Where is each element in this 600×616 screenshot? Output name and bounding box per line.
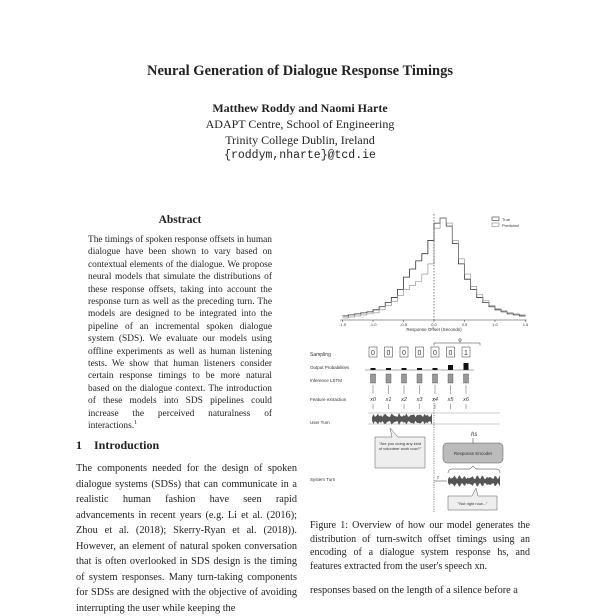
feature-label: x6 xyxy=(463,397,469,403)
sample-value: 1 xyxy=(464,350,468,357)
authors: Matthew Roddy and Naomi Harte xyxy=(212,101,388,115)
lstm-cell xyxy=(386,374,391,383)
x-tick-label: -1.5 xyxy=(339,322,346,327)
label-sampling: Sampling xyxy=(310,352,331,358)
footnote-mark: 1 xyxy=(134,419,138,426)
sample-value: 0 xyxy=(448,350,453,357)
phi-bracket xyxy=(434,343,480,346)
model-diagram xyxy=(310,338,503,513)
feature-label: x1 xyxy=(385,397,392,403)
hs-symbol: hs xyxy=(471,432,478,438)
paper-title: Neural Generation of Dialogue Response Timings xyxy=(147,63,453,79)
sample-value: 0 xyxy=(402,350,406,357)
user-quote: "Are you doing any kind of volunteer work now?" xyxy=(378,441,422,451)
system-waveform xyxy=(448,475,500,487)
time-steps xyxy=(365,347,474,409)
feature-label: x5 xyxy=(447,397,454,403)
legend-true: True xyxy=(502,217,511,222)
label-inference-lstm: Inference LSTM xyxy=(310,378,343,383)
label-output-probabilities: Output Probabilities xyxy=(310,365,350,370)
x-tick-label: 0.5 xyxy=(461,322,468,327)
feature-label: x3 xyxy=(416,397,423,403)
x-ticks xyxy=(339,320,529,327)
introduction-text: The components needed for the design of spoken dialogue systems (SDSs) that can communicate in a realistic human fashion have seen rapid advancements in recent years (e.g. Li et al. (2016); Zhou et al. (2018); Skerry-Ryan et al. (2018)). However, an element of natural spoken conversation that is often overlooked in SDS design is the timing of system responses. Many turn-taking components for SDSs are designed with the objective of avoiding interrupting the user while keeping the xyxy=(76,463,297,614)
email: {roddym,nharte}@tcd.ie xyxy=(224,149,376,162)
user-waveform xyxy=(372,413,432,425)
legend xyxy=(492,217,519,228)
x-tick-label: -0.5 xyxy=(400,322,407,327)
sample-value: 0 xyxy=(417,350,422,357)
lstm-cell xyxy=(402,374,407,383)
lstm-cell xyxy=(448,374,453,383)
sample-value: 0 xyxy=(386,350,391,357)
system-quote: "Not right now..." xyxy=(457,501,488,506)
response-encoder-label: Response Encoder xyxy=(453,451,493,456)
sample-value: 0 xyxy=(433,350,437,357)
section-number: 1 xyxy=(76,438,82,452)
feature-label: x2 xyxy=(401,397,407,403)
x-axis-label: Response Offset (Seconds) xyxy=(406,327,462,332)
institution: Trinity College Dublin, Ireland xyxy=(225,133,375,147)
output-probability-bar xyxy=(402,368,407,370)
affiliation: ADAPT Centre, School of Engineering xyxy=(205,117,395,131)
phi-symbol: φ xyxy=(458,337,462,344)
output-probability-bar xyxy=(464,363,469,370)
abstract-heading: Abstract xyxy=(158,214,202,226)
output-probability-bar xyxy=(417,368,422,370)
legend-swatch-true xyxy=(492,217,499,221)
feature-label: x0 xyxy=(370,397,376,403)
label-system-turn: System Turn xyxy=(310,477,336,482)
lstm-cell xyxy=(464,374,469,383)
x-tick-label: 1.5 xyxy=(522,322,529,327)
right-column-text: responses based on the length of a silence before a xyxy=(310,585,518,596)
sample-value: 0 xyxy=(371,350,375,357)
output-probability-bar xyxy=(386,368,391,370)
tau-symbol: τ xyxy=(437,475,439,481)
output-probability-bar xyxy=(433,368,438,370)
section-title: Introduction xyxy=(94,438,160,452)
system-speech-bubble xyxy=(448,488,497,510)
output-probability-bar xyxy=(371,368,376,370)
legend-predicted: Predicted xyxy=(502,223,519,228)
abstract-body: The timings of spoken response offsets in human dialogue have been shown to vary based on contextual elements of the dialogue. We propose neural models that simulate the distributions of these response offsets, taking into account the response turn as well as the preceding turn. The models are designed to be integrated into the pipeline of an incremental spoken dialogue system (SDS). We evaluate our models using offline experiments as well as human listening tests. We show that human listeners consider certain response timings to be more natural based on the dialogue context. The introduction of these models into SDS pipelines could increase the perceived naturalness of interactions. xyxy=(88,235,272,432)
label-user-turn: User Turn xyxy=(310,420,330,425)
lstm-cell xyxy=(371,374,376,383)
x-tick-label: -1.0 xyxy=(369,322,377,327)
feature-label: x4 xyxy=(432,397,438,403)
output-probability-bar xyxy=(448,365,453,370)
x-tick-label: 1.0 xyxy=(492,322,498,327)
x-tick-label: 0.0 xyxy=(431,322,437,327)
lstm-cell xyxy=(433,374,438,383)
legend-swatch-predicted xyxy=(492,223,499,227)
label-feature-extraction: Feature extraction xyxy=(310,397,347,402)
lstm-cell xyxy=(417,374,422,383)
figure-caption: Figure 1: Overview of how our model generates the distribution of turn-switch offset timings using an encoding of a dialogue system response hs, and features extracted from the user's speech xn. xyxy=(310,520,530,572)
system-brace xyxy=(448,466,500,473)
